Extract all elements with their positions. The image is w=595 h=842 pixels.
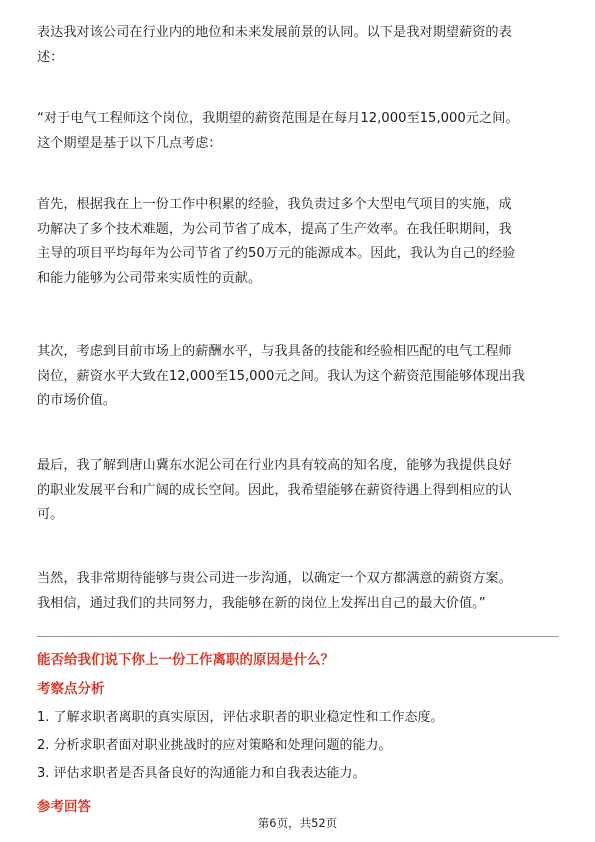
text-line: 首先，根据我在上一份工作中积累的经验，我负责过多个大型电气项目的实施，成 [37, 197, 512, 212]
paragraph-second-reason [37, 340, 562, 414]
text-line: 的职业发展平台和广阔的成长空间。因此，我希望能够在薪资待遇上得到相应的认 [37, 482, 512, 498]
paragraph-intro [37, 21, 562, 70]
text-line: 和能力能够为公司带来实质性的贡献。 [37, 270, 262, 286]
text-line: 最后，我了解到唐山冀东水泥公司在行业内具有较高的知名度，能够为我提供良好 [37, 458, 512, 473]
text-line: “对于电气工程师这个岗位，我期望的薪资范围是在每月12,000至15,000元之间。 [37, 111, 519, 126]
text-line: 我相信，通过我们的共同努力，我能够在新的岗位上发挥出自己的最大价值。” [37, 595, 486, 611]
analysis-heading: 考察点分析 [37, 681, 105, 697]
text-line: 表达我对该公司在行业内的地位和未来发展前景的认同。以下是我对期望薪资的表 [37, 25, 512, 40]
analysis-item: 3. 评估求职者是否具备良好的沟通能力和自我表达能力。 [37, 766, 366, 781]
text-line: 这个期望是基于以下几点考虑： [37, 135, 222, 151]
analysis-item: 2. 分析求职者面对职业挑战时的应对策略和处理问题的能力。 [37, 738, 392, 753]
paragraph-third-reason [37, 454, 562, 528]
text-line: 主导的项目平均每年为公司节省了约50万元的能源成本。因此，我认为自己的经验 [37, 246, 516, 261]
paragraph-conclusion [37, 567, 562, 616]
text-line: 的市场价值。 [37, 393, 117, 408]
question-heading: 能否给我们说下你上一份工作离职的原因是什么？ [37, 652, 334, 668]
text-line: 其次，考虑到目前市场上的薪酬水平，与我具备的技能和经验相匹配的电气工程师 [37, 344, 512, 359]
analysis-item: 1. 了解求职者离职的真实原因，评估求职者的职业稳定性和工作态度。 [37, 710, 444, 725]
text-line: 可。 [37, 507, 64, 522]
reference-answer-heading: 参考回答 [37, 799, 91, 815]
paragraph-first-reason [37, 193, 562, 291]
text-line: 述： [37, 49, 64, 65]
text-line: 当然，我非常期待能够与贵公司进一步沟通，以确定一个双方都满意的薪资方案。 [37, 571, 512, 586]
section-divider [37, 636, 559, 637]
page-number-footer: 第6页，共52页 [257, 816, 338, 830]
paragraph-salary-expectation [37, 107, 562, 156]
text-line: 功解决了多个技术难题，为公司节省了成本，提高了生产效率。在我任职期间，我 [37, 221, 512, 237]
text-line: 岗位，薪资水平大致在12,000至15,000元之间。我认为这个薪资范围能够体现出我 [37, 368, 525, 384]
